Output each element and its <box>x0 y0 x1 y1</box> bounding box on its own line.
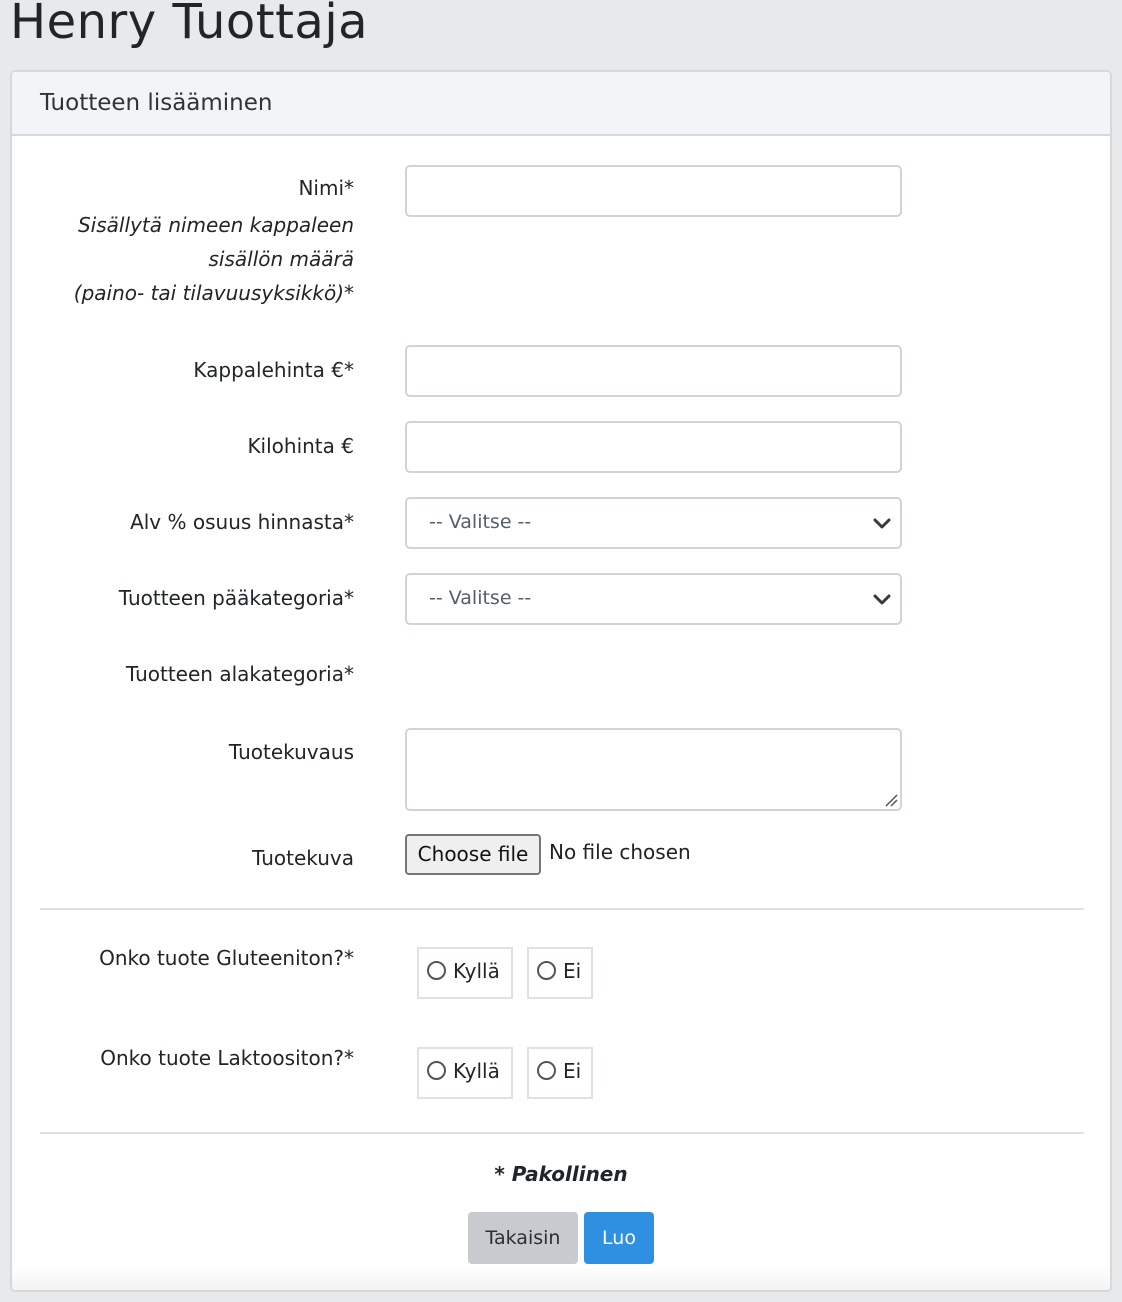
vat-select[interactable] <box>405 497 902 549</box>
name-label: Nimi* <box>298 176 354 200</box>
description-label: Tuotekuvaus <box>228 740 354 764</box>
name-hint-line-1: Sisällytä nimeen kappaleen <box>77 213 354 237</box>
file-status: No file chosen <box>549 840 691 864</box>
main-category-label: Tuotteen pääkategoria* <box>118 586 354 610</box>
back-button[interactable]: Takaisin <box>468 1212 578 1264</box>
create-button[interactable]: Luo <box>584 1212 654 1264</box>
radio-unchecked-icon[interactable] <box>427 1061 446 1080</box>
lactose-free-no-label: Ei <box>563 1059 582 1083</box>
lactose-free-yes-option[interactable] <box>417 1047 513 1099</box>
lactose-free-yes-label: Kyllä <box>453 1059 500 1083</box>
chevron-down-icon <box>872 589 892 609</box>
required-note: * Pakollinen <box>494 1162 628 1186</box>
radio-unchecked-icon[interactable] <box>537 1061 556 1080</box>
unit-price-label: Kappalehinta €* <box>193 358 354 382</box>
choose-file-button[interactable]: Choose file <box>405 834 541 875</box>
name-input[interactable] <box>405 165 902 217</box>
divider <box>40 908 1084 910</box>
gluten-free-no-label: Ei <box>563 959 582 983</box>
gluten-free-no-option[interactable] <box>527 947 593 999</box>
gluten-free-yes-label: Kyllä <box>453 959 500 983</box>
description-textarea[interactable] <box>405 728 902 811</box>
lactose-free-label: Onko tuote Laktoositon?* <box>100 1046 354 1070</box>
lactose-free-no-option[interactable] <box>527 1047 593 1099</box>
resize-grip-icon[interactable] <box>884 793 898 807</box>
card-header <box>12 72 1110 136</box>
main-category-select-value: -- Valitse -- <box>429 587 532 609</box>
divider <box>40 1132 1084 1134</box>
page-title: Henry Tuottaja <box>10 0 369 50</box>
kilo-price-label: Kilohinta € <box>247 434 354 458</box>
radio-unchecked-icon[interactable] <box>427 961 446 980</box>
sub-category-label: Tuotteen alakategoria* <box>125 662 354 686</box>
card-header-title: Tuotteen lisääminen <box>40 90 273 116</box>
kilo-price-input[interactable] <box>405 421 902 473</box>
vat-select-value: -- Valitse -- <box>429 511 532 533</box>
card-footer <box>12 1266 1110 1290</box>
gluten-free-yes-option[interactable] <box>417 947 513 999</box>
radio-unchecked-icon[interactable] <box>537 961 556 980</box>
product-form-card <box>10 70 1112 1292</box>
vat-label: Alv % osuus hinnasta* <box>130 510 354 534</box>
gluten-free-label: Onko tuote Gluteeniton?* <box>99 946 354 970</box>
main-category-select[interactable] <box>405 573 902 625</box>
unit-price-input[interactable] <box>405 345 902 397</box>
image-label: Tuotekuva <box>252 846 354 870</box>
name-hint-line-2: sisällön määrä <box>208 247 354 271</box>
chevron-down-icon <box>872 513 892 533</box>
name-hint-line-3: (paino- tai tilavuusyksikkö)* <box>73 281 354 305</box>
